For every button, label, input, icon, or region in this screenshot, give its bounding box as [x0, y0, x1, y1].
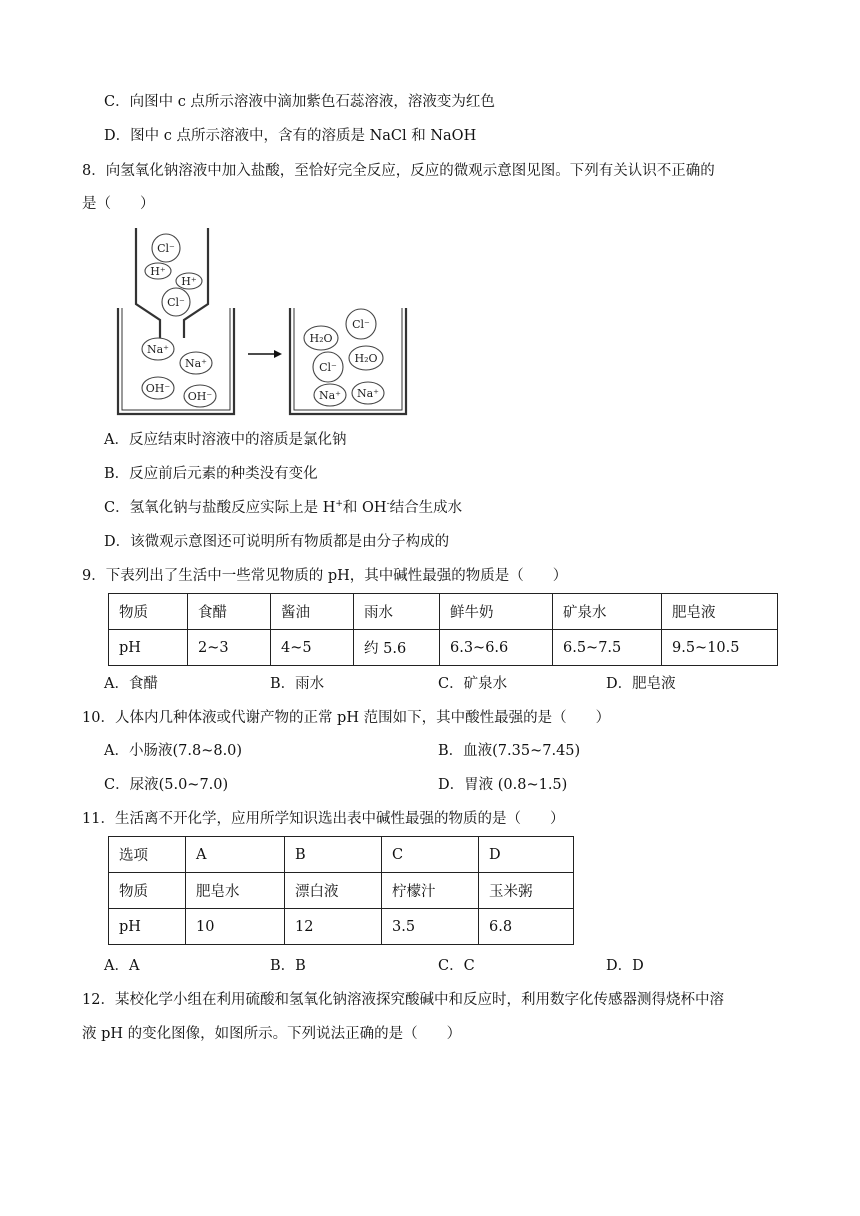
- q8-option-c: C．氢氧化钠与盐酸反应实际上是 H+和 OH-结合生成水: [104, 499, 463, 516]
- table-cell: pH: [109, 909, 186, 945]
- q10-option-b: B．血液(7.35~7.45): [438, 743, 581, 759]
- q9-stem: 9．下表列出了生活中一些常见物质的 pH，其中碱性最强的物质是（ ）: [82, 568, 568, 584]
- table-row: [109, 837, 574, 873]
- table-cell: C: [382, 837, 479, 873]
- table-cell: 肥皂水: [186, 873, 285, 909]
- table-cell: 雨水: [354, 594, 440, 630]
- table-cell: 9.5~10.5: [662, 630, 778, 666]
- svg-text:OH⁻: OH⁻: [187, 390, 213, 403]
- svg-text:Na⁺: Na⁺: [185, 357, 207, 370]
- q9-option-c: C．矿泉水: [438, 676, 508, 692]
- ion-cl-right-1: [346, 309, 376, 339]
- table-cell: 食醋: [188, 594, 271, 630]
- svg-text:Cl⁻: Cl⁻: [352, 318, 370, 331]
- q10-option-a: A．小肠液(7.8~8.0): [104, 743, 243, 759]
- q10-stem: 10．人体内几种体液或代谢产物的正常 pH 范围如下，其中酸性最强的是（ ）: [82, 710, 611, 726]
- q9-option-b: B．雨水: [270, 676, 325, 692]
- q8-option-b: B．反应前后元素的种类没有变化: [104, 466, 318, 482]
- svg-text:Na⁺: Na⁺: [147, 343, 169, 356]
- table-row: [109, 909, 574, 945]
- ion-h-left-1: [145, 263, 171, 279]
- ion-cl-right-2: [313, 352, 343, 382]
- q10-option-d: D．胃液 (0.8~1.5): [438, 777, 568, 793]
- q9-ph-table: [108, 593, 778, 666]
- ion-cl-left-2: [162, 288, 190, 316]
- ion-na-right-1: [314, 384, 346, 406]
- ion-h-left-2: [176, 273, 202, 289]
- table-cell: 4~5: [271, 630, 354, 666]
- ion-oh-left-1: [142, 377, 174, 399]
- svg-text:H₂O: H₂O: [309, 332, 333, 345]
- svg-text:Na⁺: Na⁺: [357, 387, 379, 400]
- q8-option-a: A．反应结束时溶液中的溶质是氯化钠: [104, 432, 347, 448]
- table-cell: 物质: [109, 594, 188, 630]
- svg-text:H⁺: H⁺: [150, 265, 166, 278]
- svg-text:Cl⁻: Cl⁻: [319, 361, 337, 374]
- table-cell: 约 5.6: [354, 630, 440, 666]
- ion-na-left-1: [142, 338, 174, 360]
- q8-option-d: D．该微观示意图还可说明所有物质都是由分子构成的: [104, 534, 450, 550]
- table-row: [109, 594, 778, 630]
- reaction-micro-diagram: [110, 226, 420, 422]
- svg-text:H⁺: H⁺: [181, 275, 197, 288]
- ion-na-left-2: [180, 352, 212, 374]
- q12-stem-line1: 12．某校化学小组在利用硫酸和氢氧化钠溶液探究酸碱中和反应时，利用数字化传感器测得烧杯中溶: [82, 992, 724, 1008]
- table-cell: 12: [285, 909, 382, 945]
- table-cell: 漂白液: [285, 873, 382, 909]
- table-row: [109, 873, 574, 909]
- q9-option-d: D．肥皂液: [606, 676, 676, 692]
- svg-text:Cl⁻: Cl⁻: [157, 242, 175, 255]
- table-cell: 肥皂液: [662, 594, 778, 630]
- table-cell: pH: [109, 630, 188, 666]
- q11-option-a: A．A: [104, 958, 140, 974]
- q8-stem-line1: 8．向氢氧化钠溶液中加入盐酸，至恰好完全反应，反应的微观示意图见图。下列有关认识不正确的: [82, 163, 715, 179]
- table-cell: 柠檬汁: [382, 873, 479, 909]
- table-cell: 物质: [109, 873, 186, 909]
- q7-option-c: C．向图中 c 点所示溶液中滴加紫色石蕊溶液，溶液变为红色: [104, 94, 495, 110]
- table-cell: 10: [186, 909, 285, 945]
- q11-ph-table: [108, 836, 574, 945]
- table-cell: 酱油: [271, 594, 354, 630]
- table-cell: 鲜牛奶: [440, 594, 553, 630]
- table-cell: B: [285, 837, 382, 873]
- q9-option-a: A．食醋: [104, 676, 158, 692]
- q11-stem: 11．生活离不开化学，应用所学知识选出表中碱性最强的物质的是（ ）: [82, 811, 565, 827]
- left-beaker: [118, 308, 234, 414]
- table-cell: A: [186, 837, 285, 873]
- q10-option-c: C．尿液(5.0~7.0): [104, 777, 229, 793]
- table-cell: 6.8: [479, 909, 574, 945]
- q12-stem-line2: 液 pH 的变化图像，如图所示。下列说法正确的是（ ）: [82, 1026, 462, 1042]
- table-cell: 矿泉水: [553, 594, 662, 630]
- q7-option-d: D．图中 c 点所示溶液中，含有的溶质是 NaCl 和 NaOH: [104, 128, 477, 144]
- ion-oh-left-2: [184, 385, 216, 407]
- q11-option-c: C．C: [438, 958, 475, 974]
- table-cell: 6.5~7.5: [553, 630, 662, 666]
- ion-na-right-2: [352, 382, 384, 404]
- svg-text:Na⁺: Na⁺: [319, 389, 341, 402]
- table-cell: 3.5: [382, 909, 479, 945]
- table-row: [109, 630, 778, 666]
- svg-text:Cl⁻: Cl⁻: [167, 296, 185, 309]
- molecule-h2o-right-2: [349, 346, 383, 370]
- q8-stem-line2: 是（ ）: [82, 196, 155, 212]
- reaction-arrow: [248, 350, 282, 358]
- svg-text:H₂O: H₂O: [354, 352, 378, 365]
- table-cell: 2~3: [188, 630, 271, 666]
- q11-option-d: D．D: [606, 958, 644, 974]
- svg-text:OH⁻: OH⁻: [145, 382, 171, 395]
- table-cell: D: [479, 837, 574, 873]
- table-cell: 6.3~6.6: [440, 630, 553, 666]
- q11-option-b: B．B: [270, 958, 306, 974]
- molecule-h2o-right-1: [304, 326, 338, 350]
- ion-cl-left-1: [152, 234, 180, 262]
- table-cell: 选项: [109, 837, 186, 873]
- table-cell: 玉米粥: [479, 873, 574, 909]
